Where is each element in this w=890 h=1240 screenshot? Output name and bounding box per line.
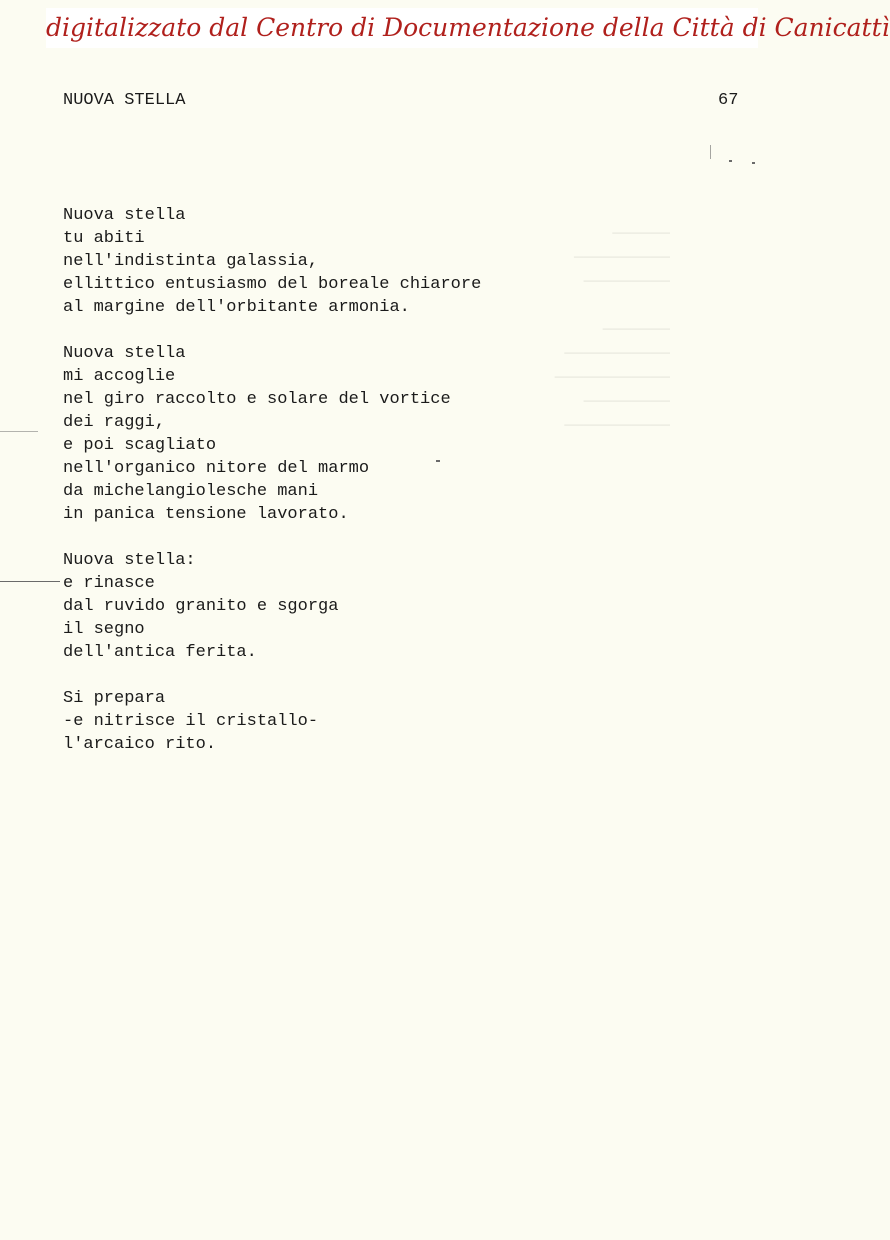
show-through-texture: ────── ────────── ───────── ─────── ─────────── ──────────── ───────── ─────────── (554, 225, 670, 435)
poem-line: e rinasce (63, 574, 155, 593)
scan-mark (729, 160, 732, 162)
poem-line: ellittico entusiasmo del boreale chiarore (63, 275, 482, 294)
poem-line: al margine dell'orbitante armonia. (63, 298, 410, 317)
scan-mark (710, 145, 711, 159)
poem-line: mi accoglie (63, 367, 176, 386)
poem-line: in panica tensione lavorato. (63, 505, 349, 524)
poem-line: Si prepara (63, 689, 166, 708)
poem-line: Nuova stella (63, 206, 186, 225)
poem-line: da michelangiolesche mani (63, 482, 319, 501)
stanza (63, 687, 763, 756)
poem-line: dal ruvido granito e sgorga (63, 597, 339, 616)
stanza (63, 342, 763, 526)
page-number: 67 (718, 91, 739, 110)
page-title: NUOVA STELLA (63, 91, 186, 110)
digitization-watermark: digitalizzato dal Centro di Documentazione della Città di Canicattì (46, 8, 758, 48)
poem-line: dell'antica ferita. (63, 643, 257, 662)
stanza (63, 204, 763, 319)
poem-line: il segno (63, 620, 145, 639)
poem-body (63, 204, 763, 779)
poem-line: Nuova stella (63, 344, 186, 363)
poem-line: nell'indistinta galassia, (63, 252, 319, 271)
poem-line: e poi scagliato (63, 436, 217, 455)
poem-line: tu abiti (63, 229, 145, 248)
scan-mark (0, 581, 60, 582)
poem-line: nell'organico nitore del marmo (63, 459, 370, 478)
poem-line: -e nitrisce il cristallo- (63, 712, 319, 731)
poem-line: dei raggi, (63, 413, 166, 432)
stanza (63, 549, 763, 664)
poem-line: l'arcaico rito. (63, 735, 217, 754)
poem-line: nel giro raccolto e solare del vortice (63, 390, 451, 409)
scan-mark (752, 162, 755, 164)
poem-line: Nuova stella: (63, 551, 196, 570)
scan-mark (0, 431, 38, 432)
